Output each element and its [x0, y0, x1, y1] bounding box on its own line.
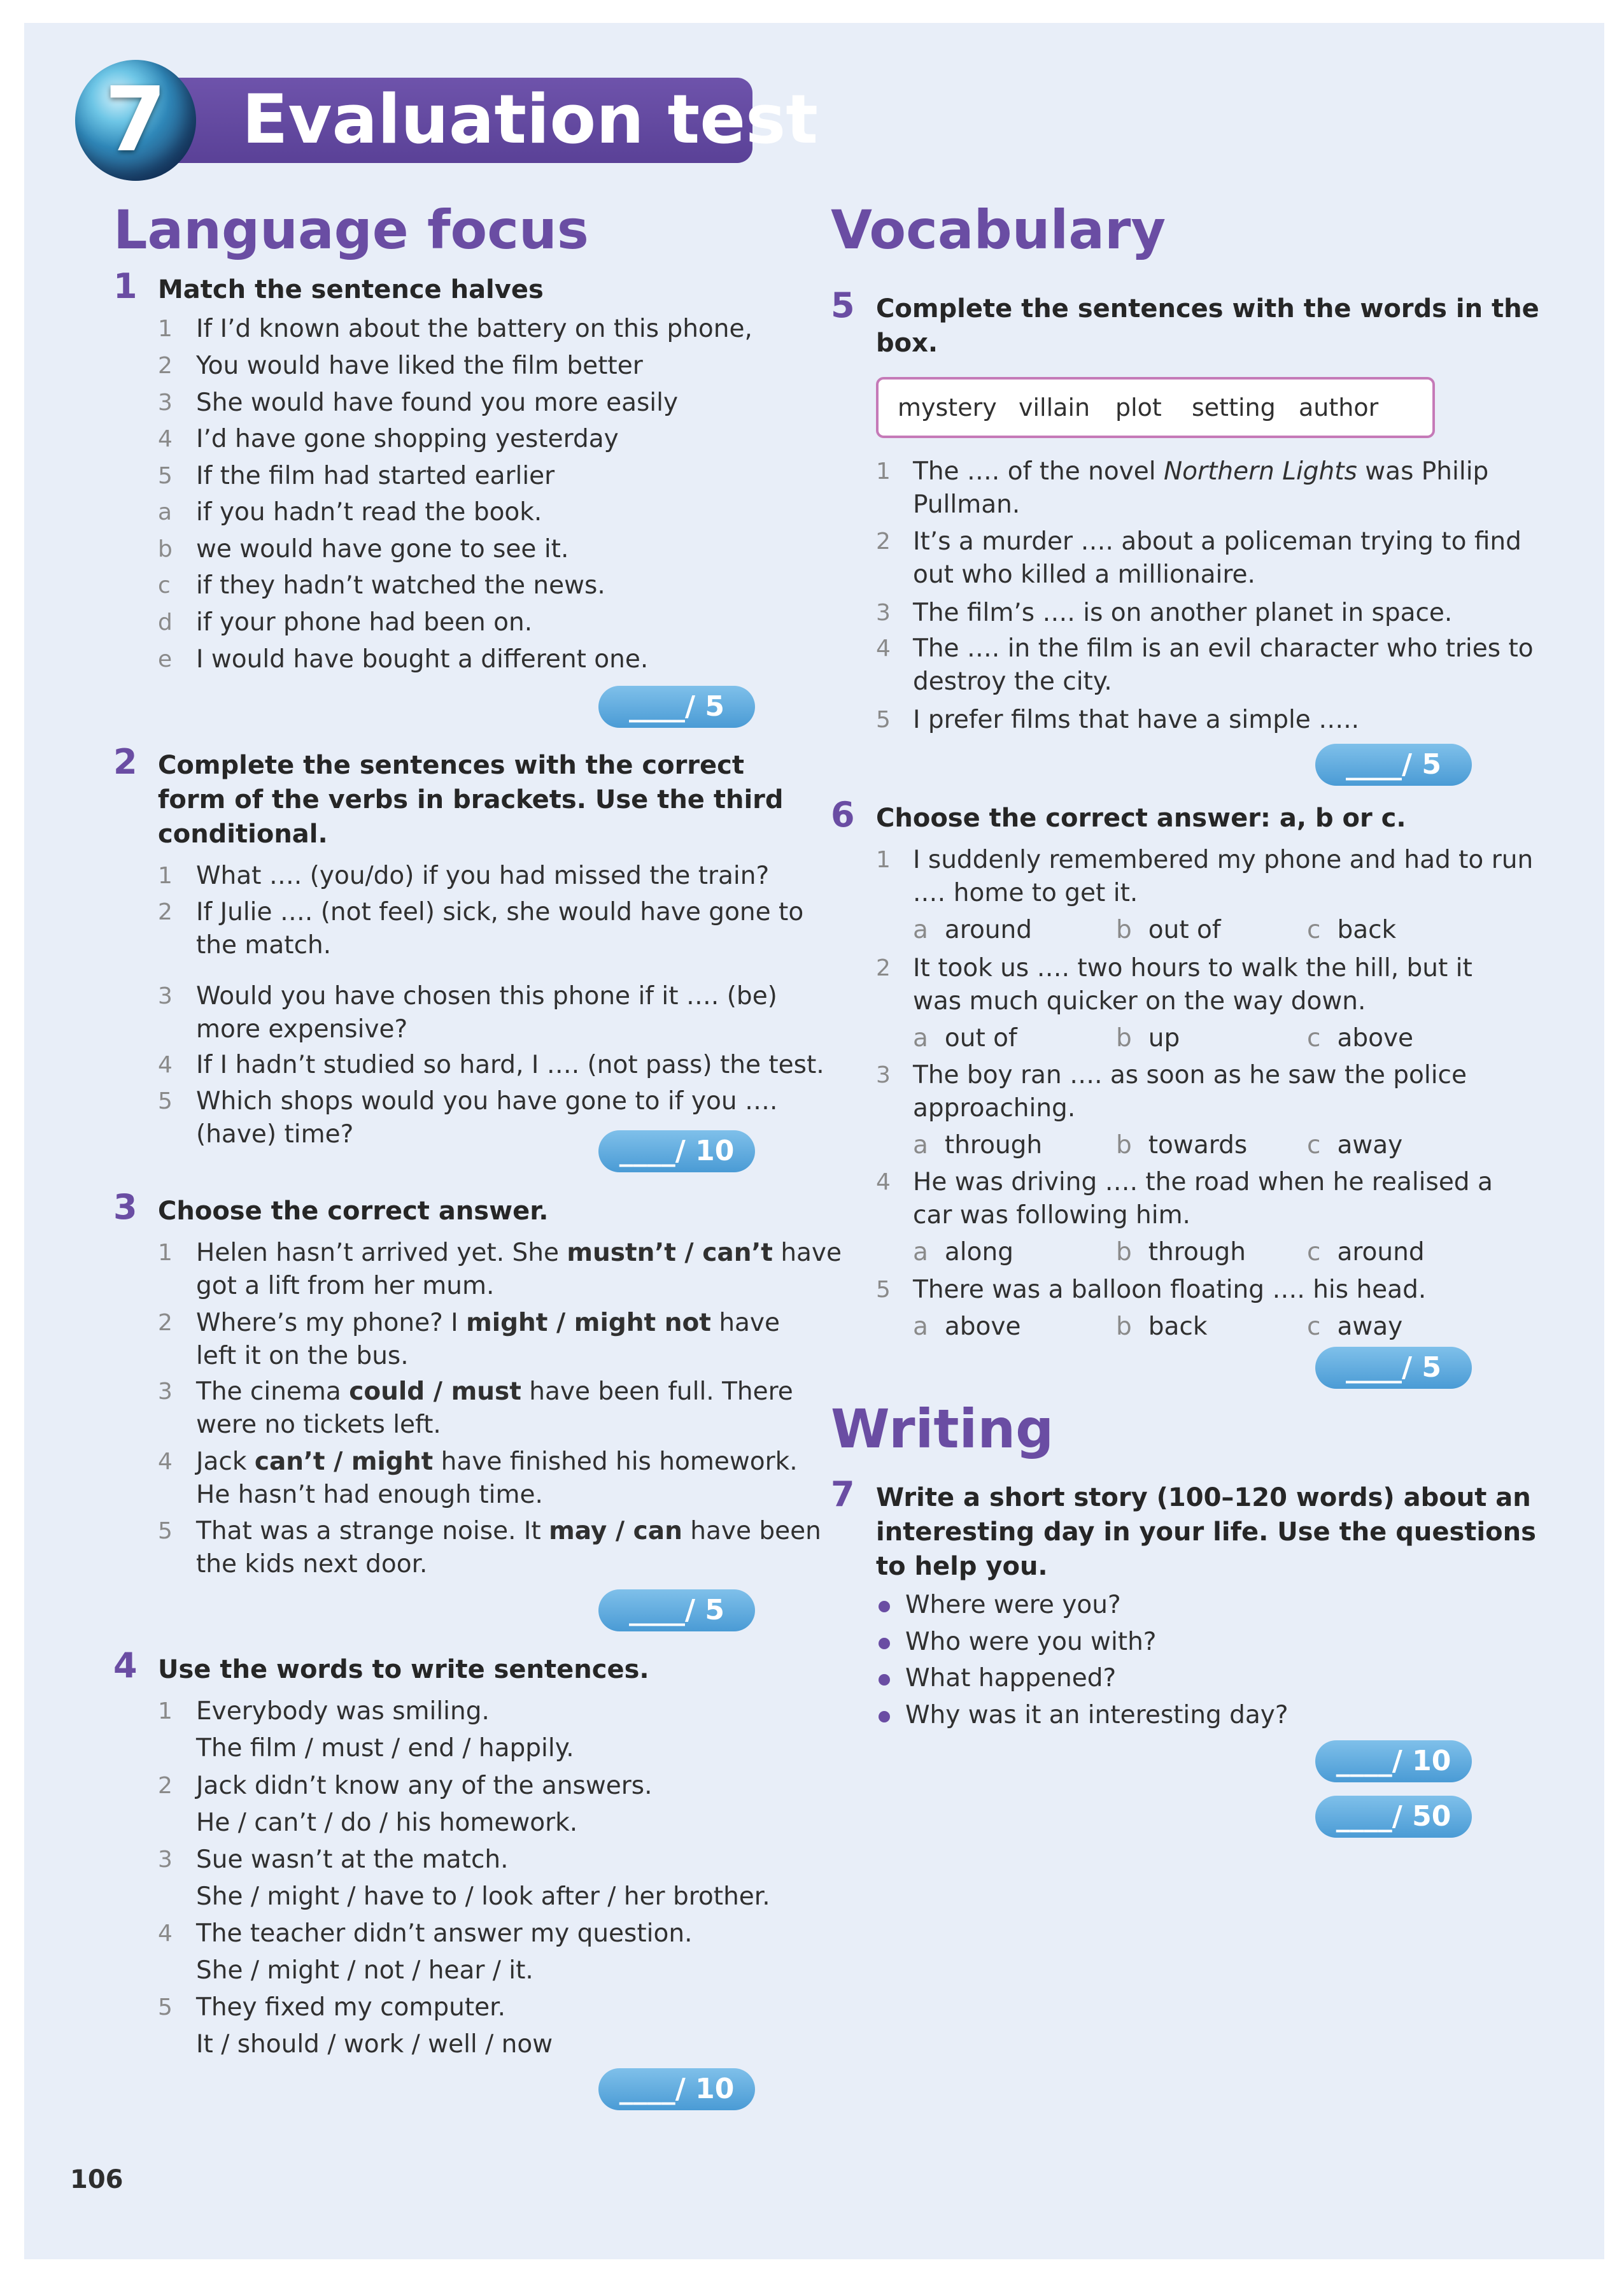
item-text: The …. of the novel Northern Lights was Philip [913, 457, 1489, 486]
answer-option: b out of [1116, 916, 1221, 944]
item-text: I prefer films that have a simple ….. [913, 706, 1359, 734]
answer-option: c away [1307, 1312, 1403, 1341]
item-text: we would have gone to see it. [196, 535, 569, 564]
item-number: 4 [876, 635, 891, 662]
item-number: 4 [158, 426, 173, 452]
item-number: 1 [158, 316, 173, 342]
item-text: was much quicker on the way down. [913, 987, 1366, 1016]
item-text: It / should / work / well / now [196, 2030, 553, 2059]
section-title-writing: Writing [831, 1398, 1054, 1460]
item-number: 5 [158, 463, 173, 489]
item-text: Would you have chosen this phone if it …. (be) [196, 982, 777, 1011]
item-number: 5 [876, 707, 891, 733]
item-text: if your phone had been on. [196, 608, 533, 637]
item-text: Where’s my phone? I might / might not have [196, 1309, 780, 1337]
item-text: If Julie …. (not feel) sick, she would have gone to [196, 898, 804, 927]
question-number: 1 [113, 266, 138, 306]
bullet-icon [879, 1711, 890, 1722]
item-text: (have) time? [196, 1120, 354, 1149]
question-instruction: Write a short story (100–120 words) about an interesting day in your life. Use the questions to help you. [876, 1483, 1536, 1581]
item-text: the kids next door. [196, 1550, 428, 1579]
item-number: 5 [158, 1518, 173, 1544]
item-number: 2 [158, 899, 173, 925]
question-number: 4 [113, 1645, 138, 1686]
item-text: They fixed my computer. [196, 1993, 505, 2022]
question-number: 7 [831, 1474, 855, 1514]
item-number: 3 [876, 1062, 891, 1088]
total-score-badge: ____/ 50 [1315, 1796, 1472, 1838]
item-text: If the film had started earlier [196, 462, 555, 490]
item-text: I would have bought a different one. [196, 645, 649, 674]
item-text: Jack didn’t know any of the answers. [196, 1771, 653, 1800]
answer-option: a through [913, 1131, 1043, 1160]
item-text: That was a strange noise. It may / can have been [196, 1517, 821, 1545]
item-text: There was a balloon floating …. his head. [913, 1275, 1427, 1304]
item-text: She / might / not / hear / it. [196, 1956, 533, 1985]
item-text: He / can’t / do / his homework. [196, 1808, 578, 1837]
item-text: I suddenly remembered my phone and had to run [913, 846, 1534, 874]
item-number: a [158, 499, 173, 525]
item-text: If I’d known about the battery on this phone, [196, 315, 752, 343]
answer-option: c around [1307, 1238, 1425, 1267]
bullet-text: Who were you with? [905, 1628, 1157, 1656]
item-text: It took us …. two hours to walk the hill, but it [913, 954, 1472, 983]
item-text: if they hadn’t watched the news. [196, 571, 605, 600]
answer-option: a above [913, 1312, 1021, 1341]
item-number: 2 [876, 955, 891, 981]
item-number: 1 [158, 863, 173, 889]
item-text: approaching. [913, 1094, 1076, 1123]
score-badge: ____/ 5 [598, 686, 755, 728]
question-instruction: Use the words to write sentences. [158, 1655, 649, 1684]
item-text: If I hadn’t studied so hard, I …. (not pass) the test. [196, 1051, 824, 1079]
item-text: out who killed a millionaire. [913, 560, 1255, 589]
bullet-icon [879, 1638, 890, 1649]
item-text: were no tickets left. [196, 1410, 441, 1439]
item-number: 2 [158, 1310, 173, 1336]
item-number: 4 [158, 1449, 173, 1475]
item-text: The …. in the film is an evil character who tries to [913, 634, 1534, 663]
score-badge: ____/ 10 [598, 2068, 755, 2110]
question-instruction: Choose the correct answer: a, b or c. [876, 804, 1406, 833]
page-number: 106 [70, 2165, 124, 2194]
answer-option: b through [1116, 1238, 1246, 1267]
item-text: He hasn’t had enough time. [196, 1480, 543, 1509]
item-text: It’s a murder …. about a policeman trying to find [913, 527, 1522, 556]
word-box-item: mystery [898, 394, 997, 422]
item-number: 1 [158, 1240, 173, 1266]
item-number: 1 [876, 847, 891, 873]
bullet-text: What happened? [905, 1664, 1117, 1693]
item-text: She / might / have to / look after / her brother. [196, 1882, 770, 1911]
answer-option: c away [1307, 1131, 1403, 1160]
answer-option: a along [913, 1238, 1013, 1267]
item-number: 3 [158, 390, 173, 416]
item-text: got a lift from her mum. [196, 1272, 495, 1300]
item-text: The boy ran …. as soon as he saw the police [913, 1061, 1467, 1090]
score-badge: ____/ 10 [598, 1130, 755, 1172]
item-text: The teacher didn’t answer my question. [196, 1919, 693, 1948]
word-box-item: author [1299, 394, 1379, 422]
question-number: 5 [831, 285, 855, 325]
item-number: 4 [876, 1169, 891, 1195]
item-text: Sue wasn’t at the match. [196, 1845, 509, 1874]
item-text: The film’s …. is on another planet in space. [913, 599, 1453, 627]
item-text: left it on the bus. [196, 1342, 409, 1370]
item-number: 2 [876, 529, 891, 555]
question-number: 6 [831, 795, 855, 835]
score-badge: ____/ 5 [598, 1589, 755, 1631]
unit-number: 7 [104, 68, 167, 172]
bullet-icon [879, 1674, 890, 1686]
item-number: c [158, 572, 171, 599]
item-text: Jack can’t / might have finished his homework. [196, 1447, 798, 1476]
question-instruction: Choose the correct answer. [158, 1196, 549, 1226]
item-text: You would have liked the film better [196, 351, 643, 380]
item-number: 5 [876, 1277, 891, 1303]
item-text: the match. [196, 931, 332, 960]
answer-option: b up [1116, 1024, 1180, 1053]
word-box-item: villain [1019, 394, 1091, 422]
question-instruction: Complete the sentences with the correct form of the verbs in brackets. Use the third conditional. [158, 751, 784, 849]
question-number: 2 [113, 742, 138, 782]
item-number: 1 [158, 1698, 173, 1724]
item-number: 3 [158, 1379, 173, 1405]
answer-option: b back [1116, 1312, 1208, 1341]
bullet-icon [879, 1601, 890, 1612]
answer-option: b towards [1116, 1131, 1248, 1160]
item-number: 2 [158, 353, 173, 379]
item-number: 3 [158, 983, 173, 1009]
item-text: destroy the city. [913, 667, 1112, 696]
item-text: The film / must / end / happily. [196, 1734, 574, 1763]
item-number: 3 [876, 600, 891, 626]
item-text: more expensive? [196, 1015, 408, 1044]
answer-option: a out of [913, 1024, 1017, 1053]
section-title-vocabulary: Vocabulary [831, 199, 1166, 261]
item-text: I’d have gone shopping yesterday [196, 425, 619, 453]
score-badge: ____/ 5 [1315, 1347, 1472, 1389]
question-instruction: Complete the sentences with the words in the box. [876, 294, 1539, 358]
item-number: 1 [876, 458, 891, 485]
item-text: car was following him. [913, 1201, 1190, 1230]
answer-option: c back [1307, 916, 1397, 944]
bullet-text: Where were you? [905, 1591, 1121, 1619]
item-number: 5 [158, 1994, 173, 2020]
question-instruction: Match the sentence halves [158, 275, 544, 304]
item-text: She would have found you more easily [196, 388, 679, 417]
item-number: 4 [158, 1052, 173, 1078]
item-text: Pullman. [913, 490, 1020, 519]
bullet-text: Why was it an interesting day? [905, 1701, 1289, 1729]
item-text: Helen hasn’t arrived yet. She mustn’t / can’t have [196, 1239, 842, 1267]
item-text: The cinema could / must have been full. There [196, 1377, 793, 1406]
word-box-item: plot [1115, 394, 1162, 422]
item-text: if you hadn’t read the book. [196, 498, 542, 527]
score-badge: ____/ 5 [1315, 744, 1472, 786]
page-title: Evaluation test [242, 80, 818, 159]
score-badge: ____/ 10 [1315, 1740, 1472, 1782]
item-number: b [158, 536, 173, 562]
question-number: 3 [113, 1187, 138, 1227]
item-text: Everybody was smiling. [196, 1697, 490, 1726]
section-title-language-focus: Language focus [113, 199, 589, 261]
item-number: 4 [158, 1920, 173, 1947]
item-number: e [158, 646, 173, 672]
item-number: 2 [158, 1773, 173, 1799]
answer-option: a around [913, 916, 1033, 944]
item-number: 3 [158, 1847, 173, 1873]
item-text: What …. (you/do) if you had missed the train? [196, 862, 770, 890]
word-box-item: setting [1192, 394, 1276, 422]
item-number: 5 [158, 1088, 173, 1114]
item-text: Which shops would you have gone to if you …. [196, 1087, 778, 1116]
item-number: d [158, 609, 173, 635]
item-text: .… home to get it. [913, 879, 1138, 907]
item-text: He was driving …. the road when he realised a [913, 1168, 1493, 1196]
word-box [876, 377, 1435, 438]
answer-option: c above [1307, 1024, 1414, 1053]
